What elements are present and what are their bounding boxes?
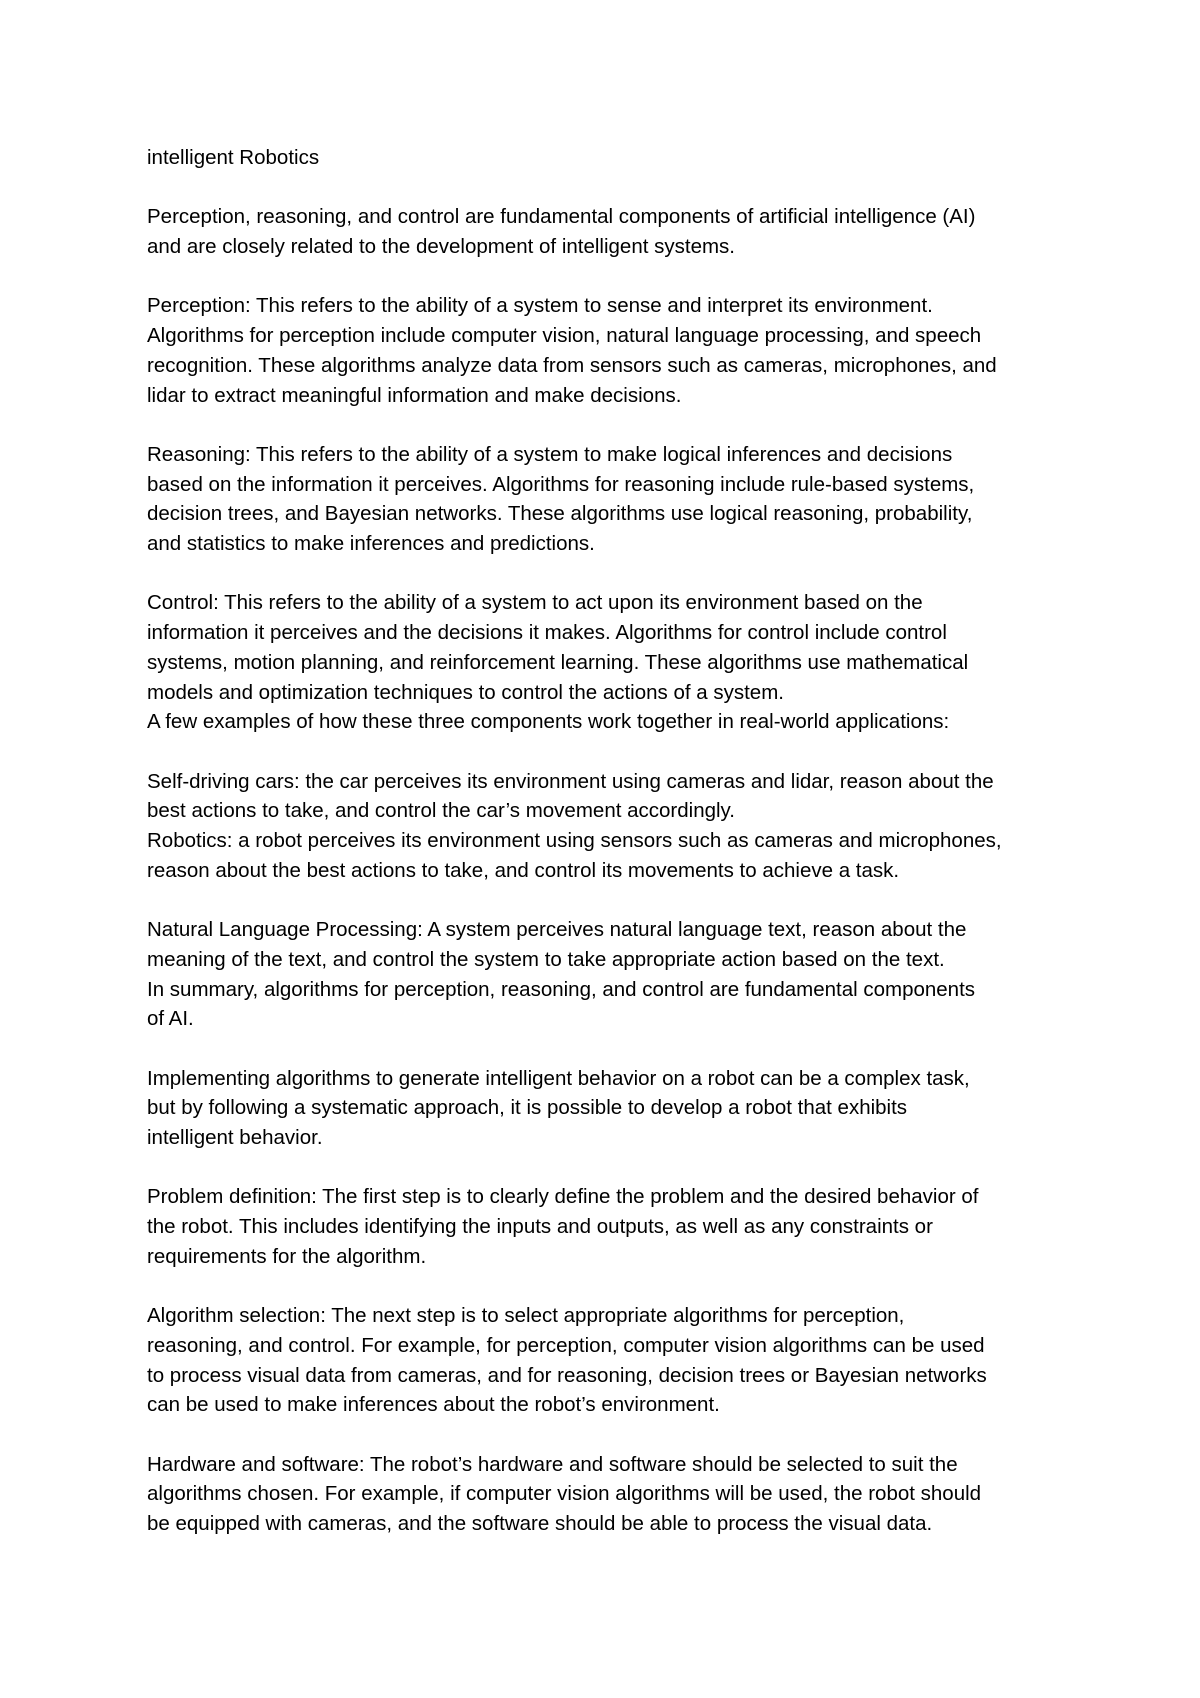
paragraph [147,1450,1077,1539]
text-line: lidar to extract meaningful information and make decisions. [147,383,682,407]
document-title [147,143,1077,173]
paragraph [147,291,1077,410]
text-line: intelligent behavior. [147,1126,323,1150]
text-line: Reasoning: This refers to the ability of a system to make logical inferences and decisions [147,442,953,466]
text-line: reasoning, and control. For example, for perception, computer vision algorithms can be used [147,1333,985,1357]
paragraph [147,440,1077,559]
paragraph [147,1301,1077,1420]
text-line: Hardware and software: The robot’s hardware and software should be selected to suit the [147,1452,958,1476]
text-line: Perception, reasoning, and control are fundamental components of artificial intelligence (AI) [147,205,976,229]
text-line: Algorithm selection: The next step is to select appropriate algorithms for perception, [147,1304,905,1328]
text-line: Algorithms for perception include computer vision, natural language processing, and speech [147,324,982,348]
text-line: algorithms chosen. For example, if computer vision algorithms will be used, the robot should [147,1482,982,1506]
text-line: meaning of the text, and control the system to take appropriate action based on the text. [147,947,945,971]
text-line: information it perceives and the decisions it makes. Algorithms for control include control [147,621,947,645]
text-line: Natural Language Processing: A system perceives natural language text, reason about the [147,918,967,942]
text-line: recognition. These algorithms analyze data from sensors such as cameras, microphones, and [147,353,997,377]
text-line: and statistics to make inferences and predictions. [147,532,595,556]
text-line: based on the information it perceives. Algorithms for reasoning include rule-based systems, [147,472,975,496]
text-line: can be used to make inferences about the robot’s environment. [147,1393,720,1417]
text-line: reason about the best actions to take, and control its movements to achieve a task. [147,858,900,882]
text-line: the robot. This includes identifying the inputs and outputs, as well as any constraints or [147,1215,933,1239]
text-line: Implementing algorithms to generate intelligent behavior on a robot can be a complex task, [147,1066,970,1090]
text-line: A few examples of how these three components work together in real-world applications: [147,710,950,734]
text-line: of AI. [147,1007,194,1031]
paragraph [147,202,1077,261]
title-text: intelligent Robotics [147,146,320,169]
text-line: but by following a systematic approach, it is possible to develop a robot that exhibits [147,1096,908,1120]
paragraph [147,1182,1077,1271]
text-line: Control: This refers to the ability of a system to act upon its environment based on the [147,591,923,615]
text-line: Problem definition: The first step is to clearly define the problem and the desired behavior of [147,1185,979,1209]
text-line: to process visual data from cameras, and for reasoning, decision trees or Bayesian networks [147,1363,987,1387]
text-line: requirements for the algorithm. [147,1244,427,1268]
text-line: and are closely related to the development of intelligent systems. [147,235,735,259]
text-line: be equipped with cameras, and the software should be able to process the visual data. [147,1512,933,1536]
paragraph [147,915,1077,1034]
text-line: models and optimization techniques to control the actions of a system. [147,680,784,704]
text-line: Self-driving cars: the car perceives its environment using cameras and lidar, reason about the [147,769,994,793]
paragraph [147,588,1077,737]
paragraph [147,767,1077,886]
text-line: systems, motion planning, and reinforcement learning. These algorithms use mathematical [147,650,969,674]
paragraph [147,1064,1077,1153]
text-line: In summary, algorithms for perception, reasoning, and control are fundamental components [147,977,976,1001]
paragraph-list [147,202,1077,1539]
document-body [147,143,1077,1539]
text-line: decision trees, and Bayesian networks. These algorithms use logical reasoning, probability, [147,502,973,526]
text-line: Perception: This refers to the ability of a system to sense and interpret its environment. [147,294,933,318]
text-line: Robotics: a robot perceives its environment using sensors such as cameras and microphones, [147,829,1002,853]
text-line: best actions to take, and control the car’s movement accordingly. [147,799,735,823]
